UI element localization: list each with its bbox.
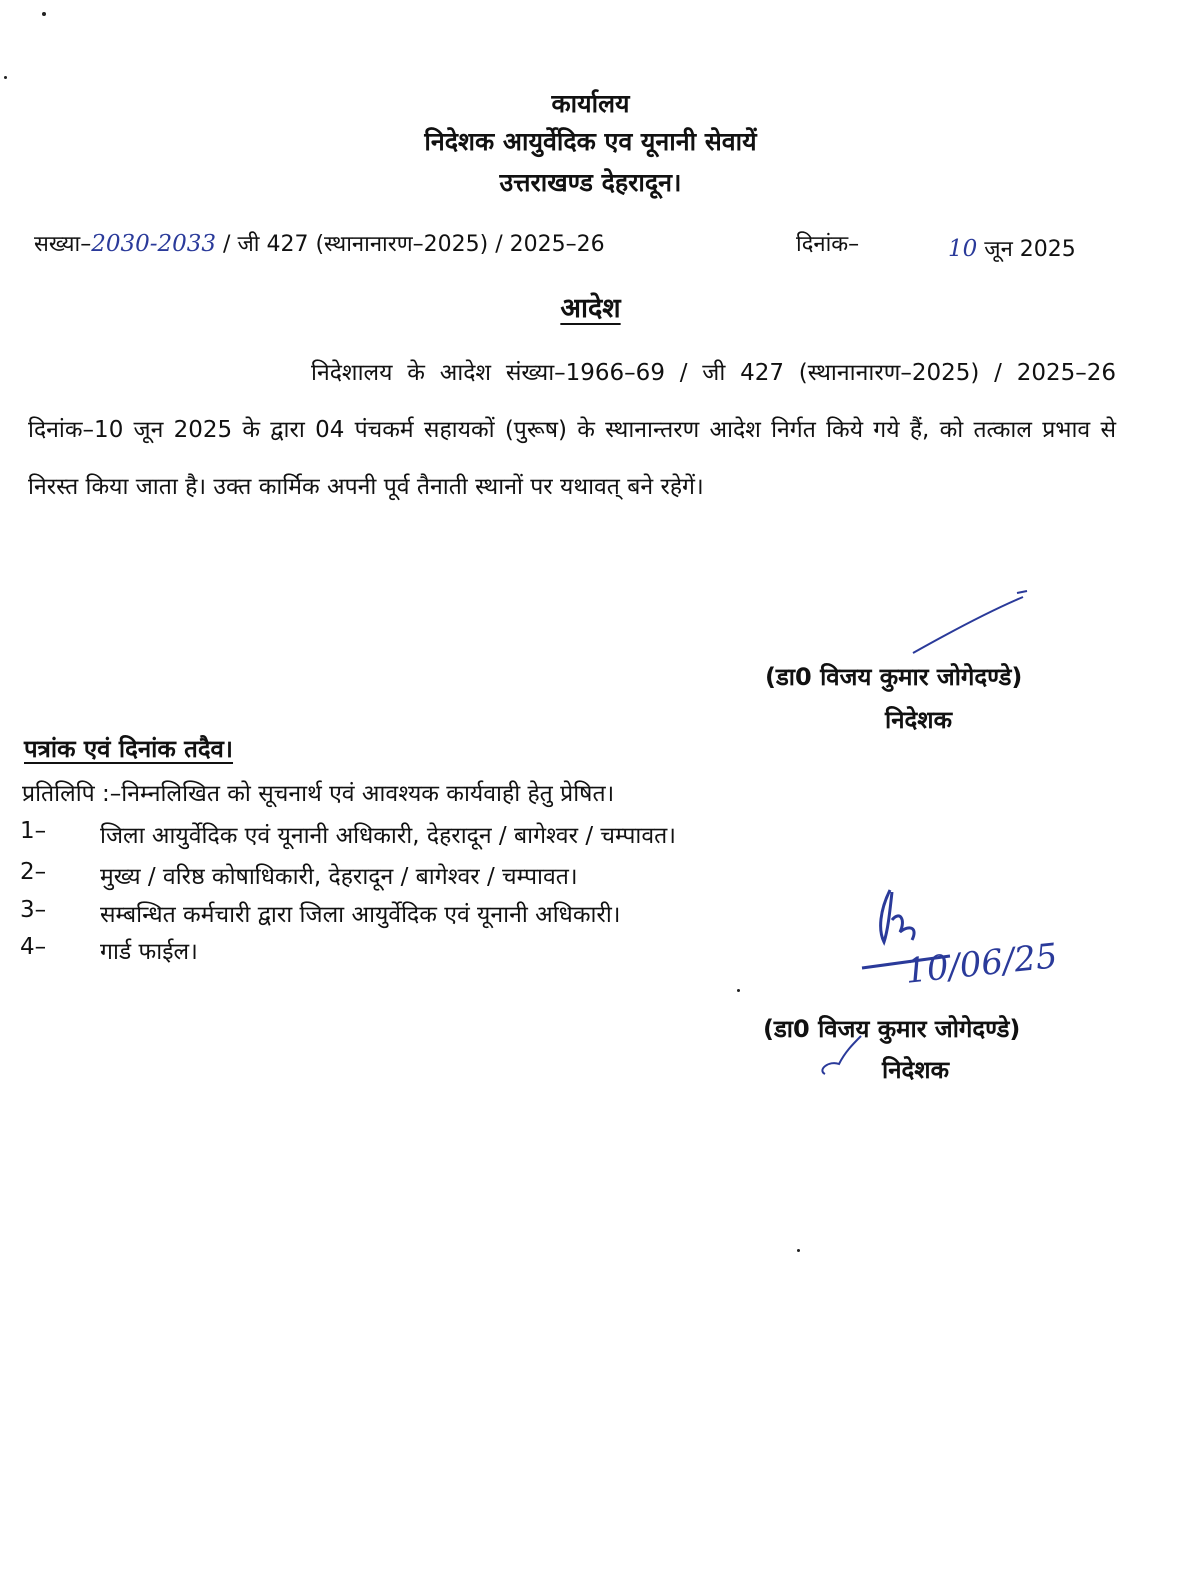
scan-speck [737,989,740,992]
signatory-designation: निदेशक [885,706,953,734]
list-item: सम्बन्धित कर्मचारी द्वारा जिला आयुर्वेदिक एवं यूनानी अधिकारी। [100,902,621,928]
copy-intro: प्रतिलिपि :–निम्नलिखित को सूचनार्थ एवं आवश्यक कार्यवाही हेतु प्रेषित। [22,781,615,807]
list-item-number: 3– [20,897,47,923]
order-body [28,345,1116,516]
copy-heading: पत्रांक एवं दिनांक तदैव। [24,735,234,763]
reference-date [948,233,1076,263]
reference-prefix: सख्या– [34,232,92,257]
scan-speck [42,12,46,16]
location-heading: उत्तराखण्ड देहरादून। [499,168,682,197]
list-item: मुख्य / वरिष्ठ कोषाधिकारी, देहरादून / बागेश्वर / चम्पावत। [100,864,578,890]
signatory-name: (डा0 विजय कुमार जोगेदण्डे) [763,1015,1021,1043]
order-title: आदेश [560,293,621,324]
date-label: दिनांक– [796,232,860,257]
order-body-text: निदेशालय के आदेश संख्या–1966–69 / जी 427 (स्थानानारण–2025) / 2025–26 दिनांक–10 जून 2025 के द्वारा 04 पंचकर्म सहायकों (पुरूष) के स्थानान्तरण आदेश निर्गत किये गये हैं, को तत्काल प्रभाव से निरस्त किया जाता है। उक्त कार्मिक अपनी पूर्व तैनाती स्थानों पर यथावत् बने रहेगें। [28,360,1116,500]
office-heading: कार्यालय [551,89,630,118]
scan-speck [797,1249,800,1252]
signature-stroke [815,1030,875,1080]
list-item: गार्ड फाईल। [100,939,198,965]
signatory-designation: निदेशक [882,1056,950,1084]
handwritten-date: 10/06/25 [903,936,1060,992]
directorate-heading: निदेशक आयुर्वेदिक एव यूनानी सेवायें [424,127,757,156]
signatory-name: (डा0 विजय कुमार जोगेदण्डे) [765,663,1023,691]
reference-rest: / जी 427 (स्थानानारण–2025) / 2025–26 [223,232,605,257]
date-month-year: जून 2025 [984,237,1076,262]
list-item-number: 2– [20,859,47,885]
list-item-number: 1– [20,818,47,844]
scan-speck [4,76,7,79]
handwritten-reference-number: 2030-2033 [91,231,217,257]
signature-stroke [905,585,1035,660]
list-item: जिला आयुर्वेदिक एवं यूनानी अधिकारी, देहरादून / बागेश्वर / चम्पावत। [100,823,676,849]
list-item-number: 4– [20,934,47,960]
handwritten-day: 10 [948,236,978,262]
reference-number [34,228,605,258]
